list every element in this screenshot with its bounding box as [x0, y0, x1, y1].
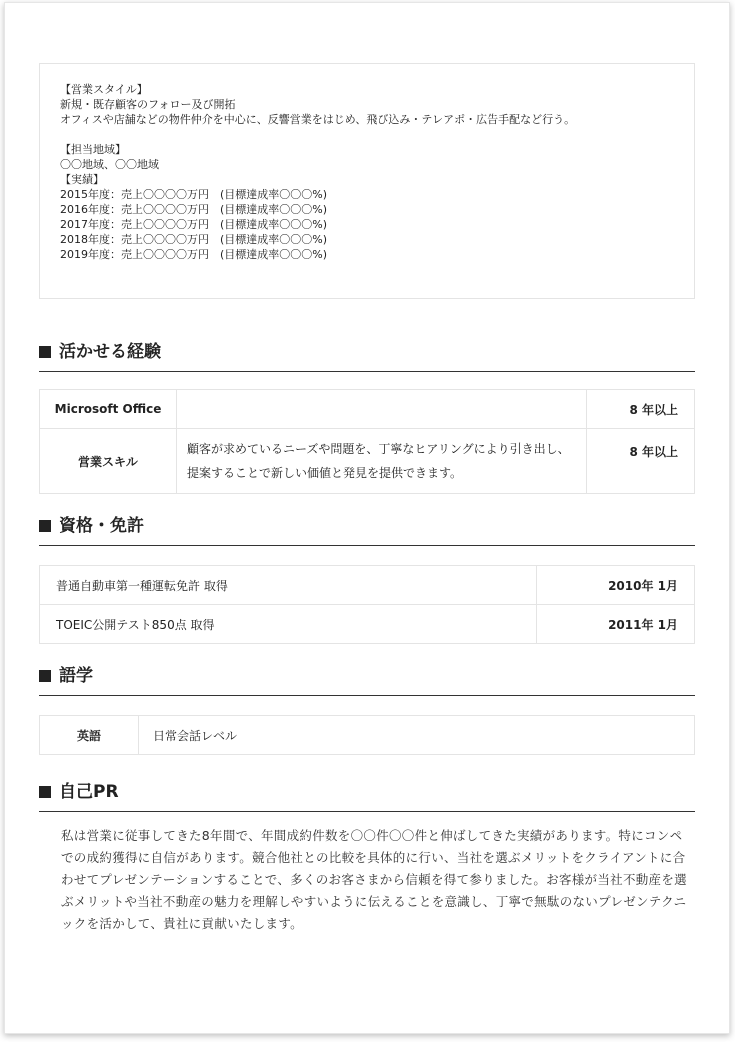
language-label: 英語 [40, 716, 139, 755]
table-row [40, 716, 695, 755]
section-heading-self-pr [39, 781, 695, 812]
table-row [40, 390, 695, 429]
section-heading-experience [39, 341, 695, 372]
cert-date: 2011年 1月 [537, 605, 695, 644]
section-title: 語学 [59, 666, 93, 686]
experience-description: 顧客が求めているニーズや問題を、丁寧なヒアリングにより引き出し、提案することで新しい価値と発見を提供できます。 [177, 429, 587, 494]
summary-line: 【営業スタイル】 [60, 83, 148, 96]
summary-line: 2019年度：売上〇〇〇〇万円 (目標達成率〇〇〇%) [60, 248, 328, 261]
table-row [40, 605, 695, 644]
square-bullet-icon [39, 346, 51, 358]
sales-summary-box [39, 63, 695, 299]
summary-line: 2018年度：売上〇〇〇〇万円 (目標達成率〇〇〇%) [60, 233, 328, 246]
experience-years: 8 年以上 [587, 429, 695, 494]
language-level: 日常会話レベル [139, 716, 695, 755]
certifications-table [39, 565, 695, 644]
experience-table [39, 389, 695, 494]
summary-line: 新規・既存顧客のフォロー及び開拓 [60, 98, 236, 111]
experience-label: 営業スキル [40, 429, 177, 494]
self-pr-text: 私は営業に従事してきた8年間で、年間成約件数を〇〇件〇〇件と伸ばしてきた実績があります。特にコンペでの成約獲得に自信があります。競合他社との比較を具体的に行い、当社を選ぶメリットをクライアントに合わせてプレゼンテーションすることで、多くのお客さまから信頼を得て参りました。お客様が当社不動産を選ぶメリットや当社不動産の魅力を理解しやすいように伝えることを意識し、丁寧で無駄のないプレゼンテクニックを活かして、貴社に貢献いたします。 [61, 828, 687, 931]
cert-date: 2010年 1月 [537, 566, 695, 605]
summary-line: オフィスや店舗などの物件仲介を中心に、反響営業をはじめ、飛び込み・テレアポ・広告手配など行う。 [60, 113, 576, 126]
experience-label: Microsoft Office [40, 390, 177, 429]
section-heading-certifications [39, 515, 695, 546]
section-title: 自己PR [59, 782, 119, 802]
section-heading-language [39, 665, 695, 696]
experience-years: 8 年以上 [587, 390, 695, 429]
square-bullet-icon [39, 520, 51, 532]
summary-line: 〇〇地域、〇〇地域 [60, 158, 159, 171]
summary-line: 2015年度：売上〇〇〇〇万円 (目標達成率〇〇〇%) [60, 188, 328, 201]
section-title: 活かせる経験 [59, 342, 161, 362]
cert-name: TOEIC公開テスト850点 取得 [40, 605, 537, 644]
cert-name: 普通自動車第一種運転免許 取得 [40, 566, 537, 605]
square-bullet-icon [39, 786, 51, 798]
resume-page [4, 2, 730, 1034]
summary-spacer [60, 127, 674, 142]
summary-line: 【実績】 [60, 173, 104, 186]
experience-description [177, 390, 587, 429]
summary-line: 2017年度：売上〇〇〇〇万円 (目標達成率〇〇〇%) [60, 218, 328, 231]
language-table [39, 715, 695, 755]
summary-line: 2016年度：売上〇〇〇〇万円 (目標達成率〇〇〇%) [60, 203, 328, 216]
table-row [40, 429, 695, 494]
table-row [40, 566, 695, 605]
summary-line: 【担当地域】 [60, 143, 126, 156]
square-bullet-icon [39, 670, 51, 682]
section-title: 資格・免許 [59, 516, 144, 536]
